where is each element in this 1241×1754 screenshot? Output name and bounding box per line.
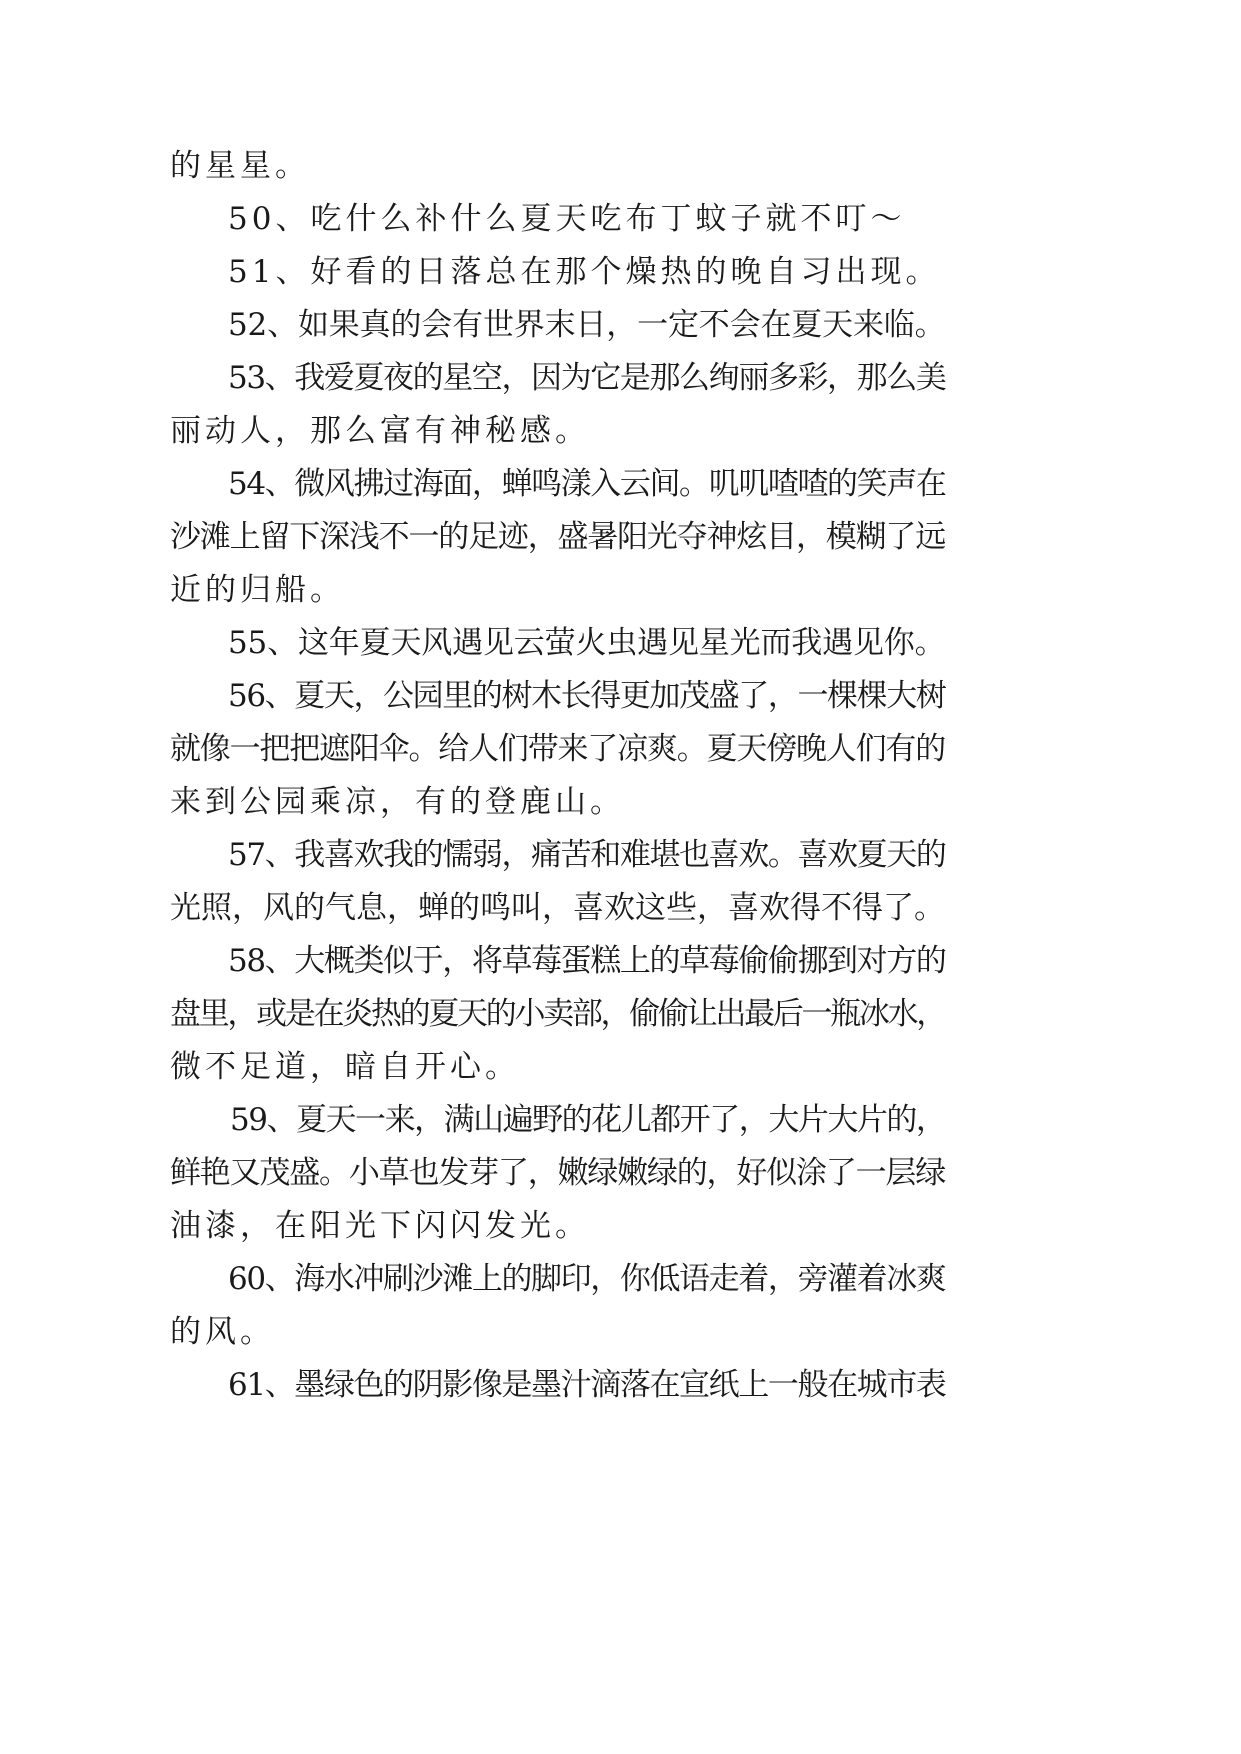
text-line: 油漆，在阳光下闪闪发光。 — [170, 1208, 590, 1244]
text-line: 鲜艳又茂盛。小草也发芽了，嫩绿嫩绿的，好似涂了一层绿 — [170, 1155, 945, 1191]
text-line: 61、墨绿色的阴影像是墨汁滴落在宣纸上一般在城市表 — [228, 1367, 946, 1403]
text-line: 近的归船。 — [170, 572, 345, 608]
text-line: 盘里，或是在炎热的夏天的小卖部，偷偷让出最后一瓶冰水， — [170, 996, 945, 1032]
text-line: 微不足道，暗自开心。 — [170, 1049, 520, 1085]
text-line: 60、海水冲刷沙滩上的脚印，你低语走着，旁灌着冰爽 — [228, 1261, 946, 1297]
text-line: 沙滩上留下深浅不一的足迹，盛暑阳光夺神炫目，模糊了远 — [170, 519, 945, 555]
text-line: 58、大概类似于，将草莓蛋糕上的草莓偷偷挪到对方的 — [228, 943, 946, 979]
text-line: 55、这年夏天风遇见云萤火虫遇见星光而我遇见你。 — [228, 625, 946, 661]
text-line: 的星星。 — [170, 148, 310, 184]
text-line: 54、微风拂过海面，蝉鸣漾入云间。叽叽喳喳的笑声在 — [228, 466, 946, 502]
text-line: 光照，风的气息，蝉的鸣叫，喜欢这些，喜欢得不得了。 — [170, 890, 945, 926]
text-line: 57、我喜欢我的懦弱，痛苦和难堪也喜欢。喜欢夏天的 — [228, 837, 946, 873]
text-line: 59、夏天一来，满山遍野的花儿都开了，大片大片的， — [230, 1102, 946, 1138]
text-line: 丽动人，那么富有神秘感。 — [170, 413, 590, 449]
text-line: 的风。 — [170, 1314, 275, 1350]
text-line: 来到公园乘凉，有的登鹿山。 — [170, 784, 625, 820]
text-line: 51、好看的日落总在那个燥热的晚自习出现。 — [228, 254, 941, 290]
text-line: 就像一把把遮阳伞。给人们带来了凉爽。夏天傍晚人们有的 — [170, 731, 945, 767]
text-line: 50、吃什么补什么夏天吃布丁蚊子就不叮～ — [228, 201, 906, 237]
text-line: 52、如果真的会有世界末日，一定不会在夏天来临。 — [228, 307, 946, 343]
text-line: 56、夏天，公园里的树木长得更加茂盛了，一棵棵大树 — [228, 678, 946, 714]
text-line: 53、我爱夏夜的星空，因为它是那么绚丽多彩，那么美 — [228, 360, 946, 396]
